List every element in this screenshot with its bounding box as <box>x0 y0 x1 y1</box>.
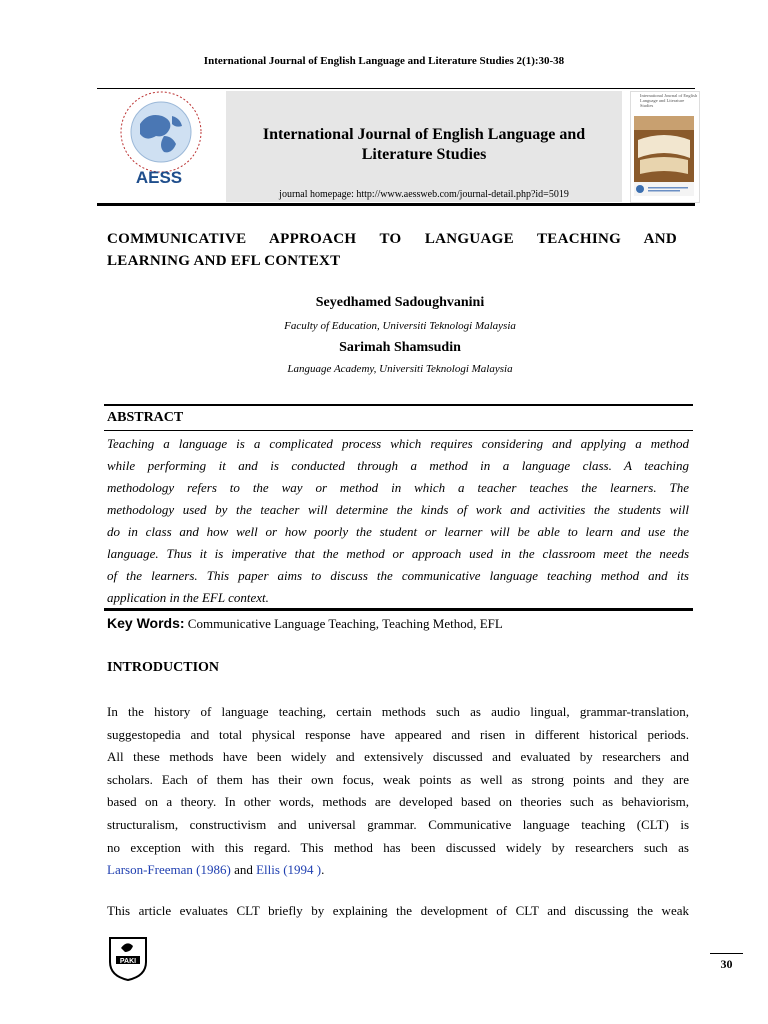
citation-link[interactable]: Ellis (1994 ) <box>256 862 322 878</box>
aess-logo-text: AESS <box>135 168 183 187</box>
abstract-line: methodology refers to the way or method in which a teacher teaches the learners. The <box>107 480 689 495</box>
author-name: Seyedhamed Sadoughvanini <box>315 295 485 310</box>
journal-homepage[interactable]: journal homepage: http://www.aessweb.com/journal-detail.php?id=5019 <box>279 189 569 200</box>
citation-end: . <box>321 862 325 878</box>
paragraph-line: structuralism, constructivism and universal grammar. Communicative language teaching (CLT) is <box>107 816 689 832</box>
journal-title-line1: International Journal of English Language and <box>262 126 586 143</box>
paragraph-line: All these methods have been widely and extensively discussed and evaluated by researchers and <box>107 749 689 765</box>
citation-link[interactable]: Larson-Freeman (1986) <box>107 862 231 878</box>
abstract-line: do in class and how well or how poorly the student or learner will be able to learn and use the <box>107 524 689 539</box>
abstract-top-rule <box>104 404 693 406</box>
introduction-paragraph <box>107 900 689 923</box>
paragraph-line: based on a theory. In other words, methods are developed based on theories such as behaviorism, <box>107 794 689 810</box>
introduction-paragraph <box>107 701 689 882</box>
paragraph-line: scholars. Each of them has their own focus, weak points as well as strong points and they are <box>107 771 689 787</box>
paragraph-line: suggestopedia and total physical response have appeared and risen in different historical periods. <box>107 726 689 742</box>
abstract-body <box>107 433 689 609</box>
paragraph-line: This article evaluates CLT briefly by explaining the development of CLT and discussing the weak <box>107 903 689 918</box>
paragraph-line: In the history of language teaching, certain methods such as audio lingual, grammar-translation, <box>107 704 689 719</box>
abstract-heading-rule <box>104 430 693 431</box>
author-affiliation: Language Academy, Universiti Teknologi Malaysia <box>287 363 513 375</box>
running-header: International Journal of English Language and Literature Studies 2(1):30-38 <box>203 55 565 67</box>
abstract-line: methodology used by the teacher will determine the kinds of work and activities the students will <box>107 502 689 517</box>
banner-bottom-rule <box>97 203 695 206</box>
introduction-heading: INTRODUCTION <box>107 660 220 675</box>
author-affiliation: Faculty of Education, Universiti Teknologi Malaysia <box>284 320 516 332</box>
page-number-rule <box>710 953 743 954</box>
keywords <box>107 615 503 632</box>
abstract-line: while performing it and is conducted through a method in a language class. A teaching <box>107 458 689 473</box>
journal-title <box>226 125 622 165</box>
abstract-line: application in the EFL context. <box>107 590 269 605</box>
abstract-heading: ABSTRACT <box>107 410 184 425</box>
paki-logo-text: PAKI <box>119 958 137 965</box>
abstract-bottom-rule <box>104 608 693 611</box>
cover-title: International Journal of English Language and Literature Studies <box>640 93 698 108</box>
book-photo-image <box>630 110 698 200</box>
author-name: Sarimah Shamsudin <box>339 340 461 355</box>
keywords-value: Communicative Language Teaching, Teaching Method, EFL <box>184 616 503 631</box>
paper-title-line2: LEARNING AND EFL CONTEXT <box>107 253 341 269</box>
page-number: 30 <box>720 957 733 971</box>
abstract-line: language. Thus it is imperative that the method or approach used in the classroom meet the needs <box>107 546 689 561</box>
abstract-line: Teaching a language is a complicated process which requires considering and applying a method <box>107 436 689 451</box>
citation-join: and <box>230 862 257 878</box>
paper-title-line1: COMMUNICATIVE APPROACH TO LANGUAGE TEACHING AND <box>107 231 677 247</box>
journal-title-line2: Literature Studies <box>361 146 487 163</box>
paper-title <box>107 228 677 272</box>
keywords-label: Key Words: <box>107 615 185 631</box>
paki-seal-logo <box>107 934 149 982</box>
paragraph-line: no exception with this regard. This method has been discussed widely by researchers such as <box>107 839 689 855</box>
citation-line <box>107 859 689 882</box>
abstract-line: of the learners. This paper aims to discuss the communicative language teaching method and its <box>107 568 689 583</box>
